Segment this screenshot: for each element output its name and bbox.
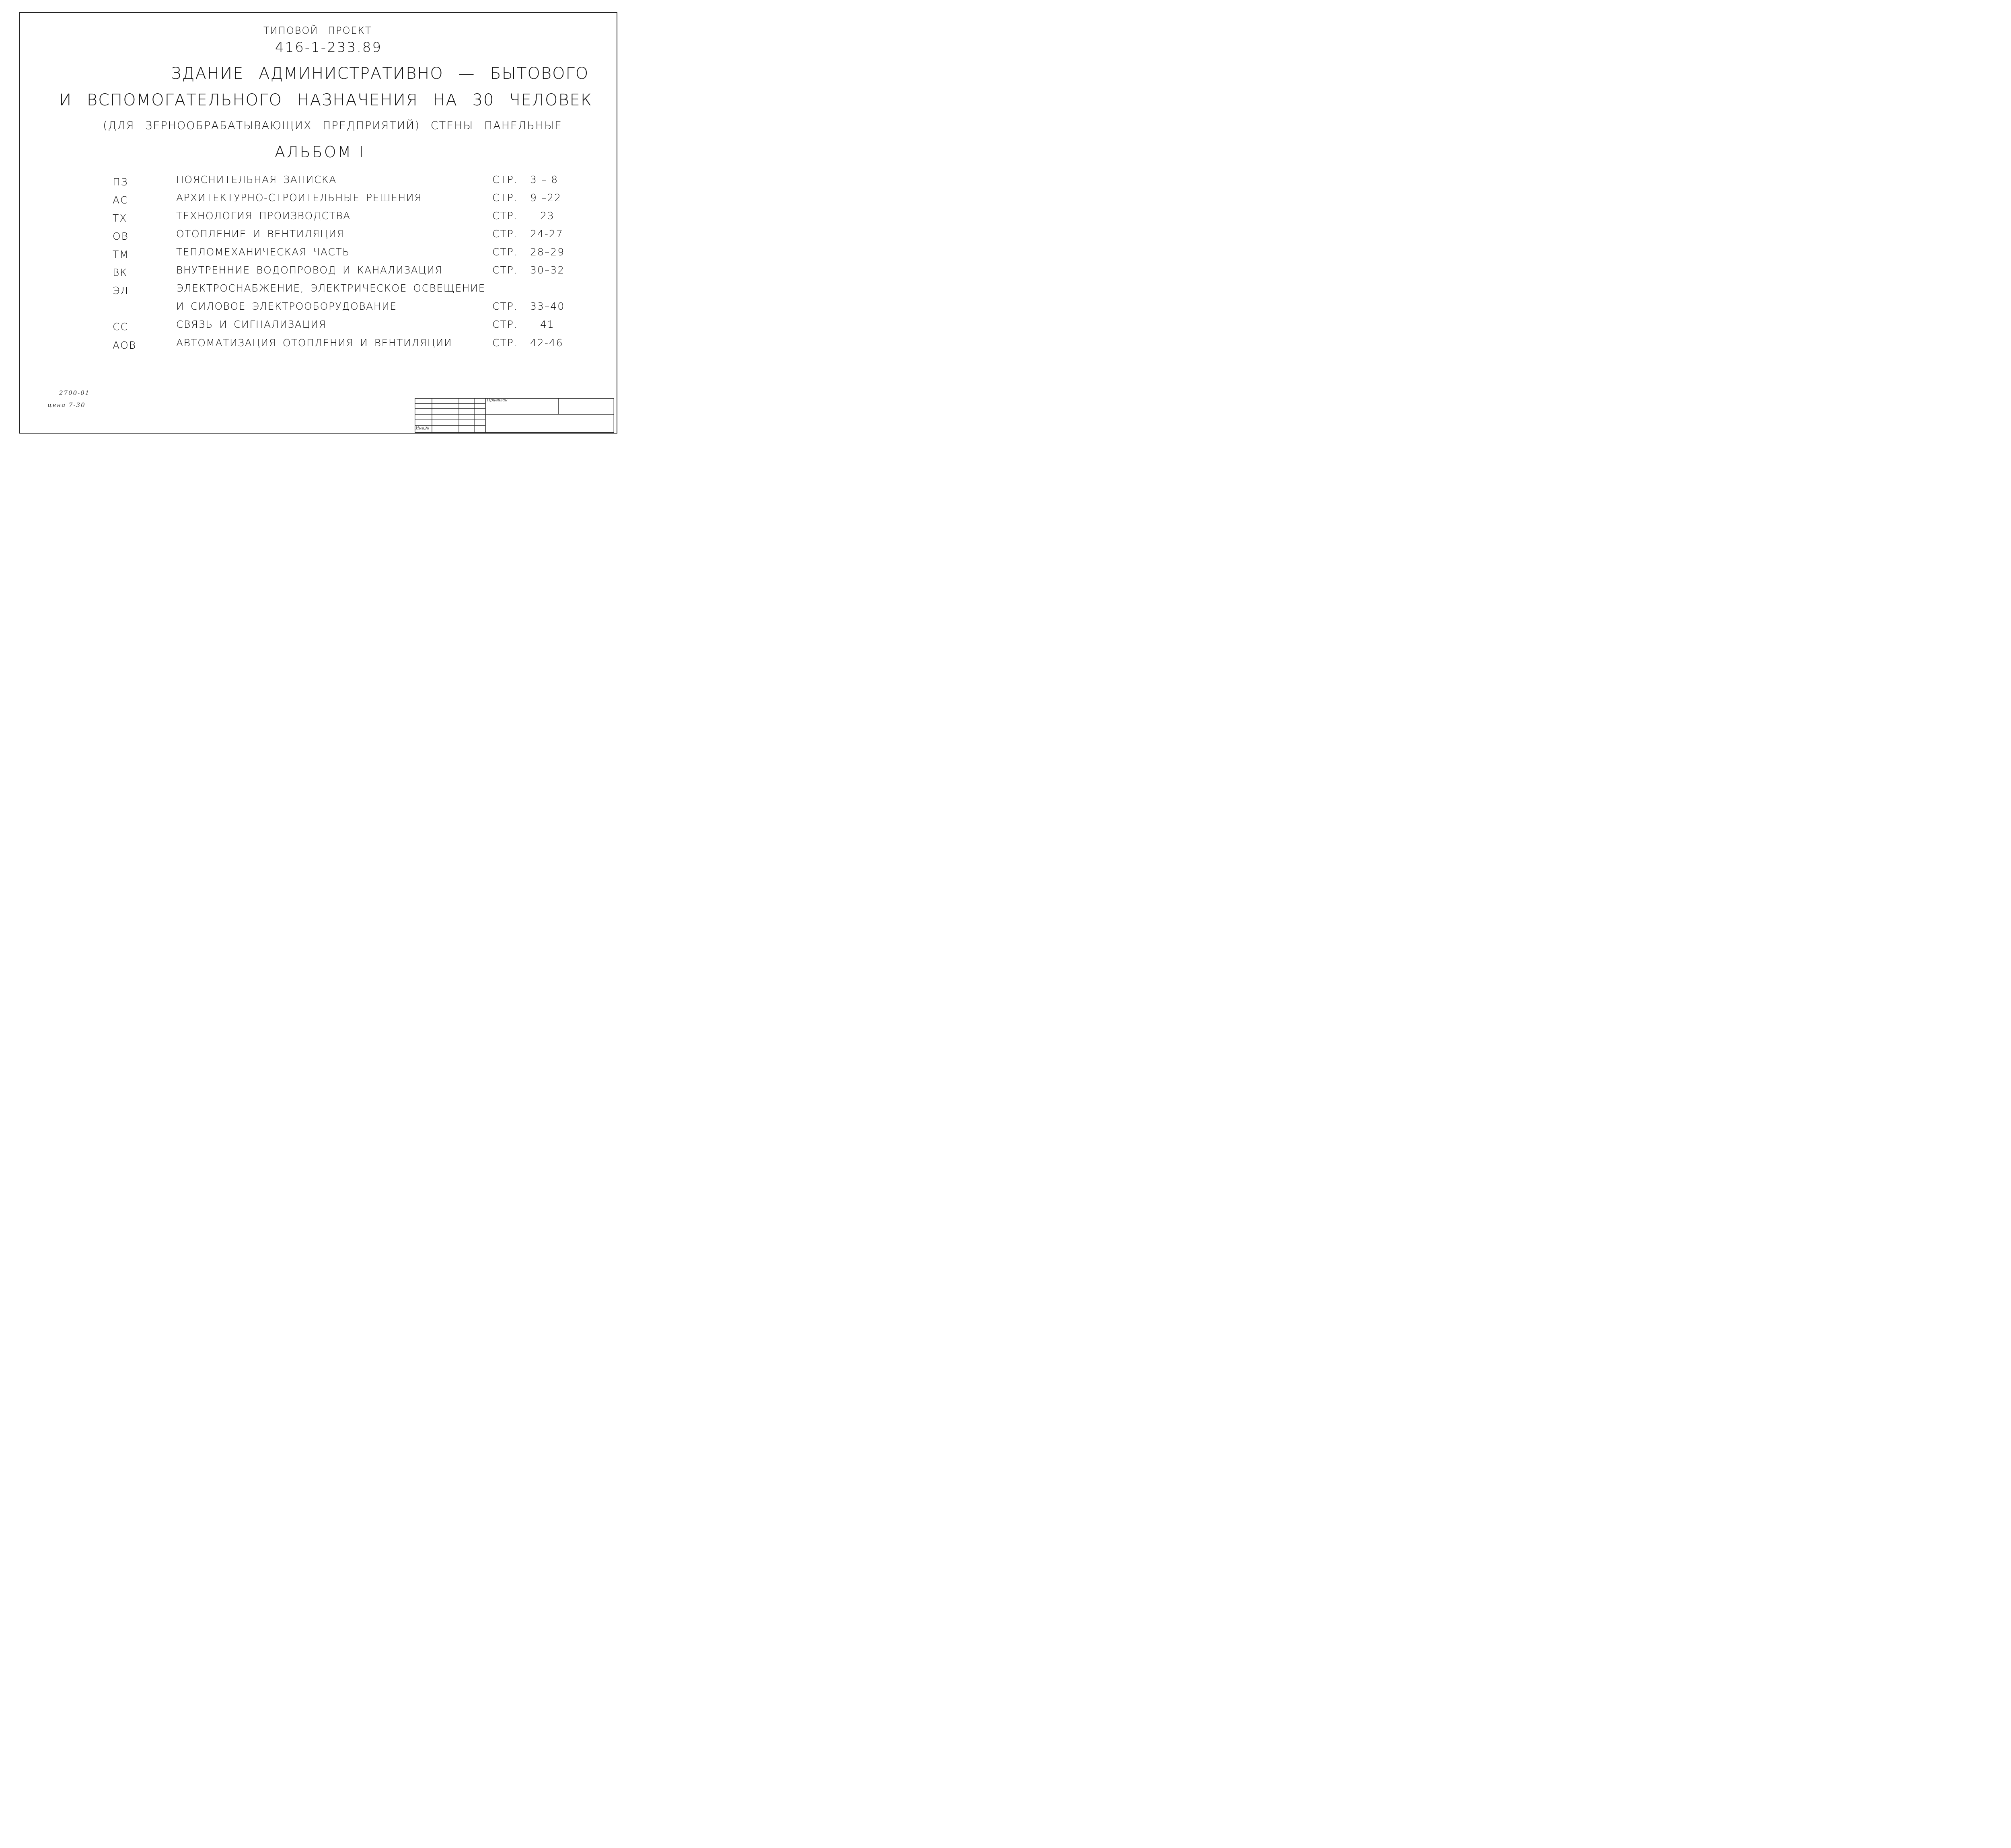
page-label: СТР. (492, 300, 518, 312)
title-line1: ЗДАНИЕ АДМИНИСТРАТИВНО — БЫТОВОГО (171, 64, 589, 83)
page-range: 9 –22 (530, 192, 562, 204)
page-range: 41 (540, 319, 555, 330)
stamp-privyazan-label: Привязан (487, 398, 508, 403)
page-label: СТР. (492, 174, 518, 185)
page-range: 42-46 (530, 337, 563, 349)
contents-row (0, 210, 624, 226)
section-code: ВК (113, 267, 128, 278)
page-range: 24-27 (530, 228, 563, 240)
section-code: СС (113, 321, 128, 333)
page-label: СТР. (492, 210, 518, 222)
section-code: АС (113, 194, 128, 206)
section-description: АРХИТЕКТУРНО-СТРОИТЕЛЬНЫЕ РЕШЕНИЯ (176, 192, 422, 204)
contents-row (0, 228, 624, 244)
page-range: 30–32 (530, 264, 565, 276)
contents-row (0, 300, 624, 317)
price-note: цена 7-30 (47, 401, 86, 409)
section-description: АВТОМАТИЗАЦИЯ ОТОПЛЕНИЯ И ВЕНТИЛЯЦИИ (176, 337, 452, 349)
page-range: 33–40 (530, 300, 565, 312)
section-description: И СИЛОВОЕ ЭЛЕКТРООБОРУДОВАНИЕ (176, 300, 397, 312)
section-description: ОТОПЛЕНИЕ И ВЕНТИЛЯЦИЯ (176, 228, 345, 240)
title-line2: И ВСПОМОГАТЕЛЬНОГО НАЗНАЧЕНИЯ НА 30 ЧЕЛОВЕК (59, 91, 592, 109)
section-code: АОВ (113, 339, 137, 351)
contents-row (0, 282, 624, 298)
subtitle: (ДЛЯ ЗЕРНООБРАБАТЫВАЮЩИХ ПРЕДПРИЯТИЙ) СТЕНЫ ПАНЕЛЬНЫЕ (103, 119, 562, 132)
section-code: ТХ (113, 212, 127, 224)
page-range: 3 – 8 (530, 174, 559, 185)
page-label: СТР. (492, 264, 518, 276)
page-label: СТР. (492, 246, 518, 258)
stamp-inv-label: Инв.№ (415, 426, 429, 431)
section-description: ТЕХНОЛОГИЯ ПРОИЗВОДСТВА (176, 210, 351, 222)
page-range: 28–29 (530, 246, 565, 258)
section-description: ВНУТРЕННИЕ ВОДОПРОВОД И КАНАЛИЗАЦИЯ (176, 264, 443, 276)
album-title: АЛЬБОМ I (275, 143, 365, 161)
page-label: СТР. (492, 319, 518, 330)
section-code: ТМ (113, 249, 129, 260)
page-label: СТР. (492, 337, 518, 349)
contents-row (0, 192, 624, 208)
page-range: 23 (540, 210, 555, 222)
project-number: 416-1-233.89 (275, 39, 382, 56)
section-description: СВЯЗЬ И СИГНАЛИЗАЦИЯ (176, 319, 327, 330)
page-label: СТР. (492, 192, 518, 204)
section-code: ЭЛ (113, 285, 129, 296)
section-code: ОВ (113, 230, 129, 242)
title-block-stamp (415, 398, 614, 433)
contents-row (0, 174, 624, 190)
contents-row (0, 264, 624, 280)
stamp-grid (415, 398, 614, 433)
section-description: ТЕПЛОМЕХАНИЧЕСКАЯ ЧАСТЬ (176, 246, 350, 258)
header-line1: ТИПОВОЙ ПРОЕКТ (263, 25, 372, 36)
contents-row (0, 319, 624, 335)
order-number-note: 2700-01 (59, 389, 90, 397)
contents-row (0, 246, 624, 262)
section-code: ПЗ (113, 176, 128, 188)
section-description: ЭЛЕКТРОСНАБЖЕНИЕ, ЭЛЕКТРИЧЕСКОЕ ОСВЕЩЕНИЕ (176, 282, 485, 294)
page-label: СТР. (492, 228, 518, 240)
section-description: ПОЯСНИТЕЛЬНАЯ ЗАПИСКА (176, 174, 337, 185)
contents-row (0, 337, 624, 353)
